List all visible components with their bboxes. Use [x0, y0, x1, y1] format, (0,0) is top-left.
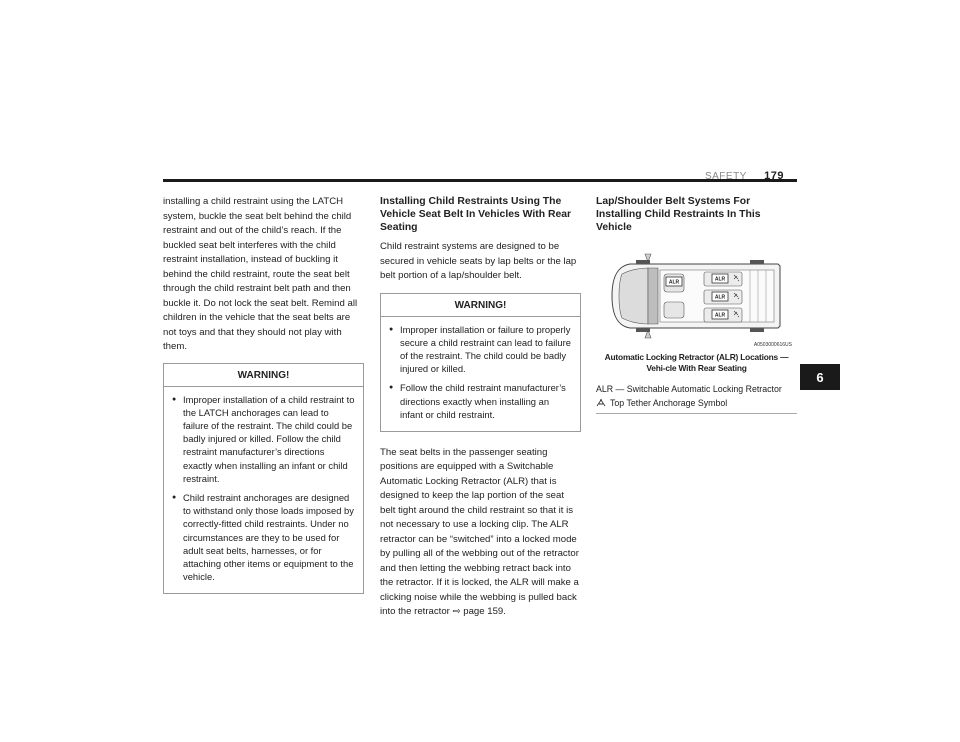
warning-item: ● Follow the child restraint manufacturer’s directions exactly when installing an infant or child restraint. — [389, 381, 572, 421]
svg-text:ALR: ALR — [714, 276, 726, 283]
svg-text:ALR: ALR — [668, 279, 680, 286]
warning-item: ● Improper installation or failure to properly secure a child restraint can lead to failure of the restraint. The child could be badly injured or killed. — [389, 323, 572, 376]
warning-title: WARNING! — [381, 294, 580, 317]
legend-text: ALR — Switchable Automatic Locking Retractor — [596, 384, 782, 394]
warning-list — [164, 387, 363, 594]
alr-label-row3 — [712, 310, 728, 319]
warning-title: WARNING! — [164, 364, 363, 387]
column-right — [596, 195, 797, 414]
alr-label-row2 — [712, 292, 728, 301]
body-paragraph — [380, 446, 581, 620]
legend-item — [596, 396, 797, 410]
page-number: 179 — [764, 170, 784, 182]
figure-legend — [596, 382, 797, 414]
alr-label-front — [666, 277, 682, 286]
legend-item — [596, 382, 797, 396]
page-reference-link[interactable]: page 159. — [463, 606, 506, 618]
alr-label-row1 — [712, 274, 728, 283]
column-left — [163, 195, 364, 594]
chapter-tab: 6 — [800, 364, 840, 390]
section-heading: Installing Child Restraints Using The Vehicle Seat Belt In Vehicles With Rear Seating — [380, 196, 572, 233]
warning-item: ● Child restraint anchorages are designed to withstand only those loads imposed by correctly-fitted child restraints. Under no circumstances are they to be used for adult seat belts, harnesses, or for attaching other items or equipment to the vehicle. — [172, 491, 355, 583]
paragraph-text: The seat belts in the passenger seating positions are equipped with a Switchable Automatic Locking Retractor (ALR) that is designed to keep the lap portion of the seat belt tight around the child restraint so that it is not necessary to use a locking clip. The ALR retractor can be “switched” into a locked mode by pulling all of the webbing out of the retractor and then letting the webbing retract back into the retractor. If it is locked, the ALR will make a clicking noise while the webbing is pulled back into the retractor — [380, 446, 579, 618]
section-title: SAFETY — [704, 171, 747, 182]
header-rule — [163, 179, 797, 182]
arrow-right-icon: ⇨ — [452, 606, 461, 618]
warning-box — [380, 293, 581, 432]
top-tether-anchorage-icon — [596, 398, 606, 408]
warning-list — [381, 317, 580, 431]
body-paragraph: installing a child restraint using the LATCH system, buckle the seat belt behind the child restraint and out of the child’s reach. If the buckled seat belt interferes with the child restraint installation, instead of buckling it behind the child restraint, route the seat belt through the child restraint belt path and then buckle it. Do not lock the seat belt. Remind all children in the vehicle that the seat belts are not toys and that they should not play with them. — [163, 196, 358, 352]
column-middle — [380, 195, 581, 620]
warning-item: ● Improper installation of a child restraint to the LATCH anchorages can lead to failure of the restraint. The child could be badly injured or killed. Follow the child restraint manufacturer’s directions exactly when installing an infant or child restraint. — [172, 393, 355, 485]
van-diagram — [600, 250, 792, 350]
body-paragraph: Child restraint systems are designed to be secured in vehicle seats by lap belts or the lap belt portion of a lap/shoulder belt. — [380, 241, 577, 281]
figure-caption: Automatic Locking Retractor (ALR) Locations — Vehi-cle With Rear Seating — [604, 352, 789, 373]
svg-text:ALR: ALR — [714, 294, 726, 301]
svg-text:ALR: ALR — [714, 312, 726, 319]
running-header — [705, 170, 784, 182]
figure-code: A0503000616US — [753, 342, 792, 348]
warning-box — [163, 363, 364, 595]
section-heading: Lap/Shoulder Belt Systems For Installing Child Restraints In This Vehicle — [596, 196, 761, 233]
legend-text: Top Tether Anchorage Symbol — [610, 398, 728, 408]
van-top-view-illustration — [600, 250, 792, 350]
